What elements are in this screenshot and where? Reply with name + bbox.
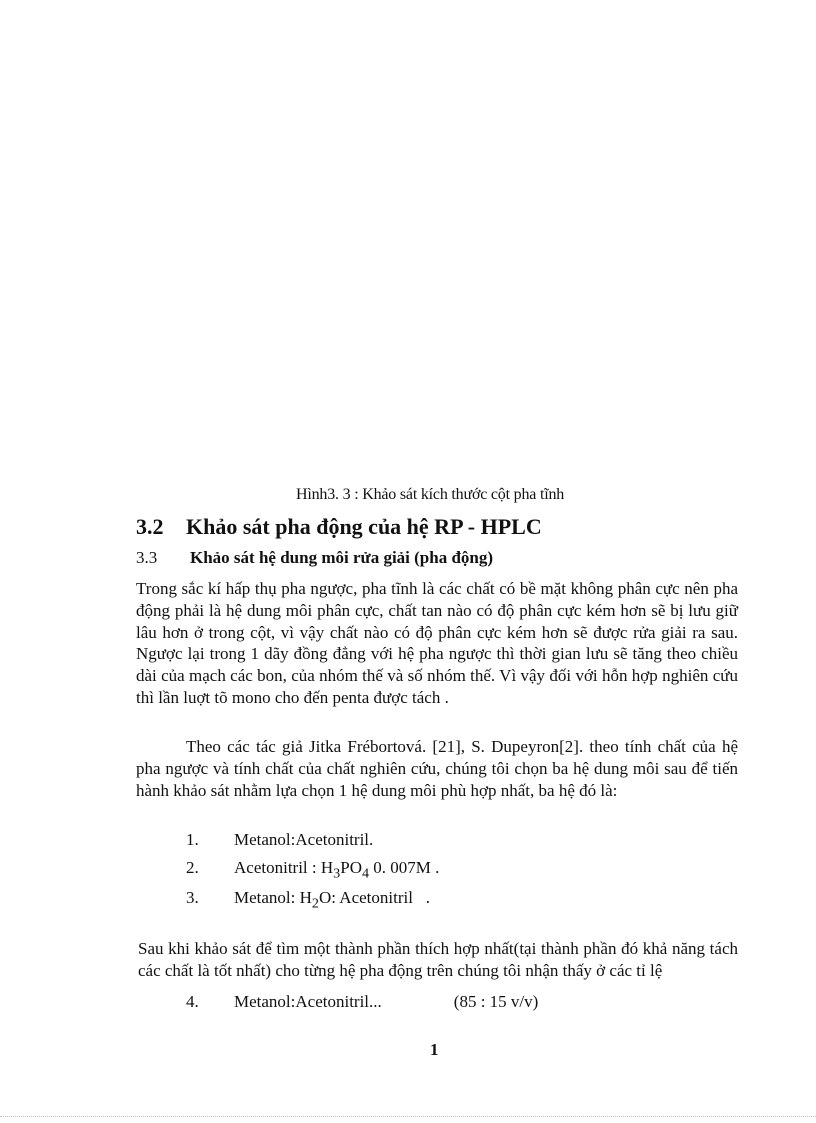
list-number: 1. [186,830,199,849]
ratio-value: (85 : 15 v/v) [453,992,539,1011]
subsection-title: Khảo sát hệ dung môi rửa giải (pha động) [190,548,494,567]
list-text: Metanol:Acetonitril. [234,830,374,849]
paragraph-intro: Trong sắc kí hấp thụ pha ngược, pha tĩnh là các chất có bề mặt không phân cực nên pha động phải là hệ dung môi phân cực, chất tan nào có độ phân cực kém hơn sẽ bị lưu giữ lâu hơn ở trong cột, vì vậy chất nào có độ phân cực kém hơn sẽ được rửa giải ra sau. Ngược lại trong 1 dãy đồng đẳng với hệ pha ngược thì thời gian lưu sẽ tăng theo chiều dài của mạch các bon, của nhóm thế và số nhóm thế. Vì vậy đối với hỗn hợp nghiên cứu thì lần luợt tõ mono cho đến penta được tách . [136,579,738,707]
figure-caption: Hình3. 3 : Khảo sát kích thước cột pha tĩnh [296,486,565,503]
section-number: 3.2 [136,514,164,539]
subscript: 2 [311,895,319,912]
list-text-part: Acetonitril : H [234,858,334,877]
subsection-heading-3-3 [136,548,493,568]
list-number: 3. [186,888,199,907]
subscript: 4 [361,865,370,882]
page-bottom-divider [0,1116,816,1117]
list-item-4 [186,992,538,1012]
section-heading-3-2 [136,514,542,540]
list-text-part: O: Acetonitril . [318,888,430,907]
list-text-part: Metanol: H [234,888,312,907]
subscript: 3 [333,865,341,882]
paragraph-authors: Theo các tác giả Jitka Frébortová. [21], S. Dupeyron[2]. theo tính chất của hệ pha ngược và tính chất của chất nghiên cứu, chúng tôi chọn ba hệ dung môi sau để tiến hành khảo sát nhằm lựa chọn 1 hệ dung môi phù hợp nhất, ba hệ đó là: [136,737,738,800]
list-item-3 [186,888,430,912]
list-item-2 [186,858,439,882]
list-text-part: 0. 007M . [369,858,440,877]
paragraph-results: Sau khi khảo sát để tìm một thành phần thích hợp nhất(tại thành phần đó khả năng tách các chất là tốt nhất) cho từng hệ pha động trên chúng tôi nhận thấy ở các tỉ lệ [138,939,738,980]
page-number: 1 [430,1040,439,1059]
list-text-part: PO [340,858,362,877]
list-item-1 [186,830,373,850]
list-number: 2. [186,858,199,877]
section-title: Khảo sát pha động của hệ RP - HPLC [186,514,542,539]
list-number: 4. [186,992,199,1011]
list-text: Metanol:Acetonitril... [234,992,382,1011]
subsection-number: 3.3 [136,548,158,567]
